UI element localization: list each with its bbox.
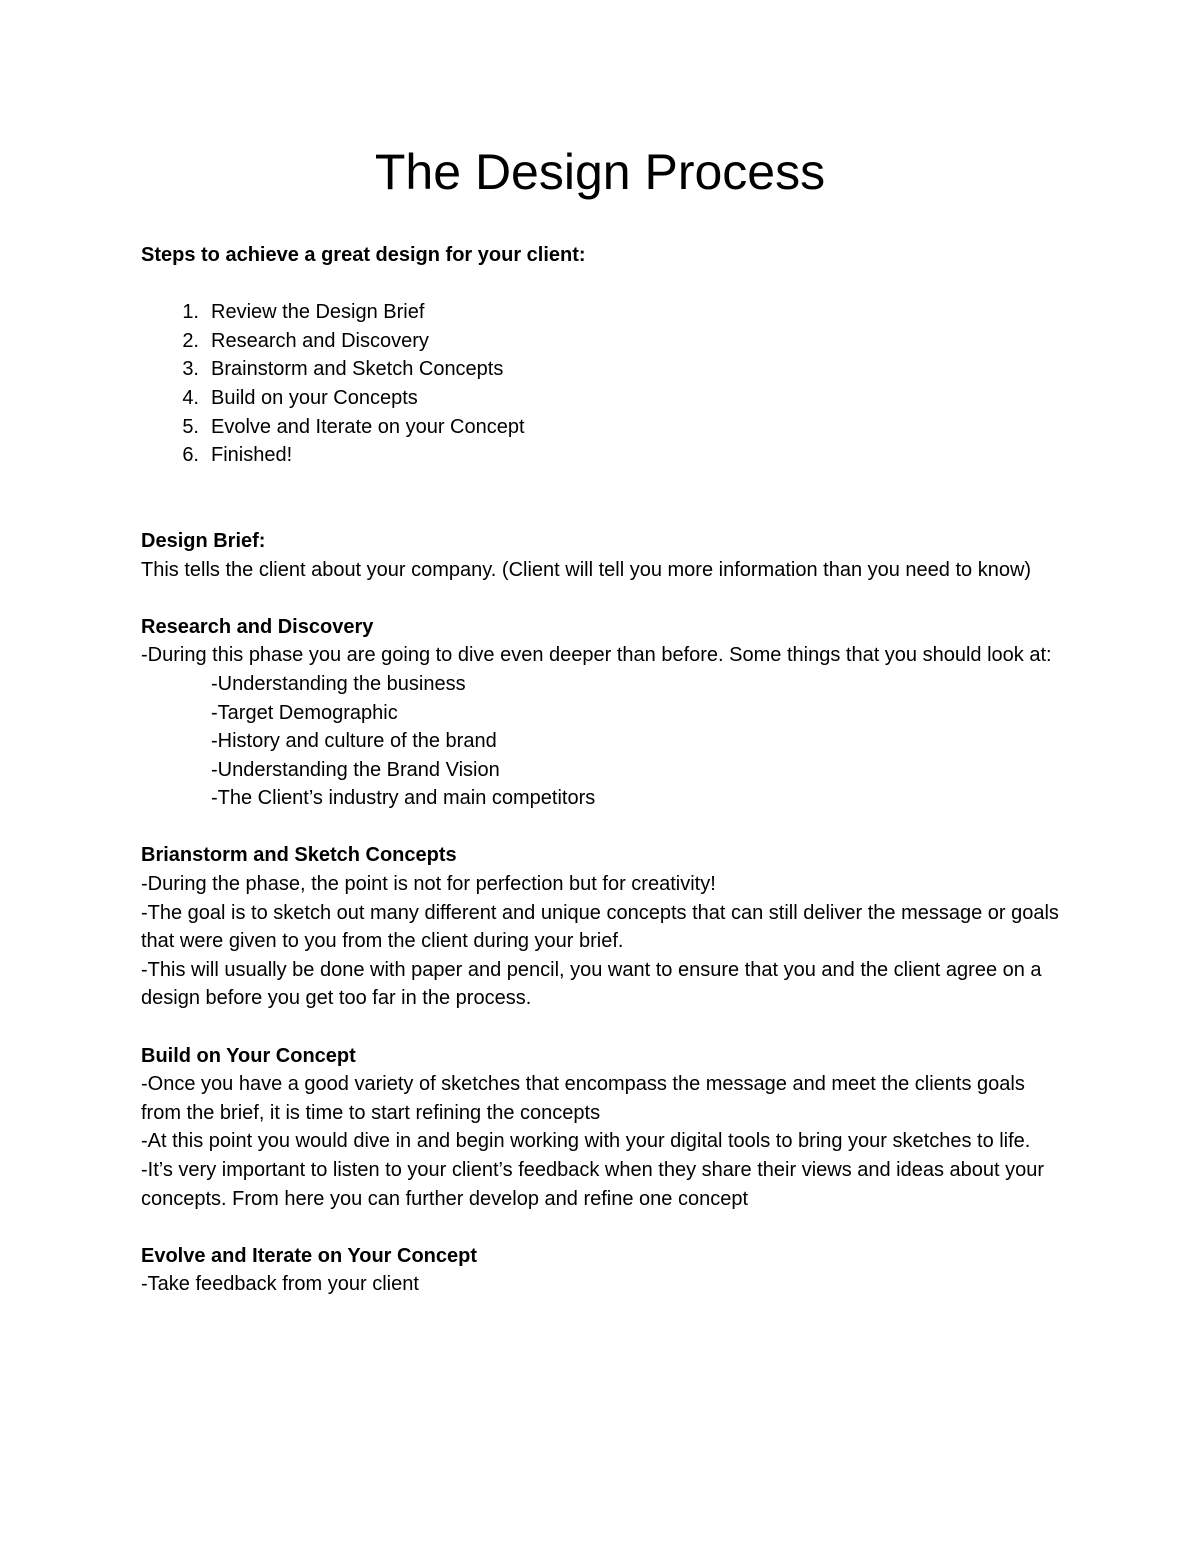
section-heading: Research and Discovery	[141, 615, 374, 638]
brainstorm-section	[141, 841, 1061, 1013]
section-line: -It’s very important to listen to your client’s feedback when they share their views and ideas about your concepts. From here you can further develop and refine one concept	[141, 1159, 1045, 1210]
list-item: -Understanding the business	[211, 672, 466, 695]
section-line: -At this point you would dive in and begin working with your digital tools to bring your sketches to life.	[141, 1130, 1031, 1153]
steps-heading: Steps to achieve a great design for your client:	[141, 244, 586, 266]
section-body: -During this phase you are going to dive even deeper than before. Some things that you should look at:	[141, 644, 1052, 667]
list-item: -Understanding the Brand Vision	[211, 758, 500, 781]
list-item: 1. Review the Design Brief	[182, 301, 425, 324]
design-brief-section	[141, 527, 1061, 584]
section-line: -Take feedback from your client	[141, 1273, 419, 1296]
section-body: This tells the client about your company. (Client will tell you more information than you need to know)	[141, 558, 1032, 581]
list-item: -The Client’s industry and main competitors	[211, 787, 596, 810]
list-item: -Target Demographic	[211, 701, 398, 724]
document-body	[141, 241, 1061, 1299]
section-line: -Once you have a good variety of sketches that encompass the message and meet the clients goals from the brief, it is time to start refining the concepts	[141, 1073, 1025, 1124]
section-heading: Design Brief:	[141, 529, 266, 552]
section-heading: Build on Your Concept	[141, 1044, 356, 1067]
section-heading: Evolve and Iterate on Your Concept	[141, 1244, 477, 1267]
list-item: -History and culture of the brand	[211, 730, 497, 753]
section-line: -The goal is to sketch out many different and unique concepts that can still deliver the message or goals that were given to you from the client during your brief.	[141, 901, 1059, 953]
page-title: The Design Process	[374, 144, 826, 200]
evolve-section	[141, 1242, 1061, 1299]
section-heading: Brianstorm and Sketch Concepts	[141, 844, 457, 867]
list-item: 6. Finished!	[182, 444, 293, 467]
research-section	[141, 613, 1061, 813]
list-item: 5. Evolve and Iterate on your Concept	[182, 415, 525, 438]
list-item: 3. Brainstorm and Sketch Concepts	[182, 358, 504, 381]
list-item: 4. Build on your Concepts	[182, 386, 418, 409]
steps-list	[141, 298, 1061, 470]
build-section	[141, 1042, 1061, 1214]
section-line: -This will usually be done with paper and pencil, you want to ensure that you and the client agree on a design before you get too far in the process.	[141, 958, 1042, 1010]
list-item: 2. Research and Discovery	[182, 329, 429, 352]
section-line: -During the phase, the point is not for perfection but for creativity!	[141, 873, 716, 896]
